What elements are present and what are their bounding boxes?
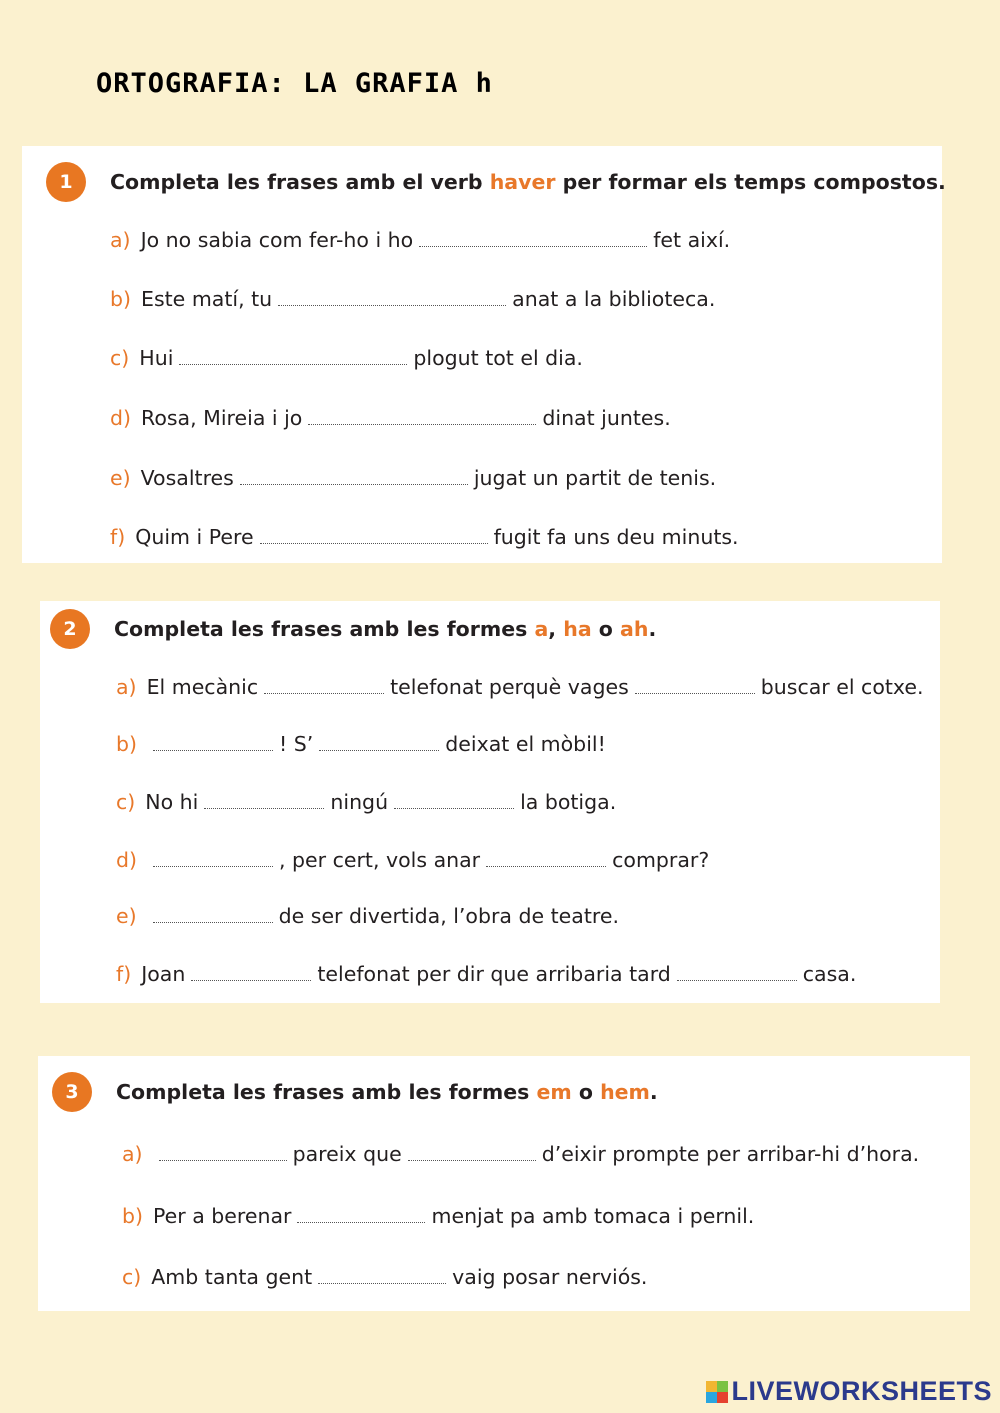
answer-blank-2f-2[interactable] [677,980,797,981]
sentence-2d: d) , per cert, vols anar comprar? [116,848,710,872]
sentence-2a: a) El mecànic telefonat perquè vages buscar el cotxe. [116,675,924,699]
answer-blank-1d[interactable] [308,424,536,425]
exercise-3-panel [38,1056,970,1311]
logo-text: LIVEWORKSHEETS [731,1376,992,1406]
answer-blank-2a-2[interactable] [635,693,755,694]
answer-blank-1f[interactable] [260,543,488,544]
exercise-2-panel [40,601,940,1003]
sentence-2e: e) de ser divertida, l’obra de teatre. [116,904,619,928]
sentence-3c: c) Amb tanta gent vaig posar nerviós. [122,1265,648,1289]
answer-blank-3c[interactable] [318,1283,446,1284]
exercise-3-header [52,1072,658,1112]
sentence-1e: e) Vosaltres jugat un partit de tenis. [110,466,717,490]
sentence-1a: a) Jo no sabia com fer-ho i ho fet així. [110,228,731,252]
exercise-2-header [50,609,656,649]
sentence-1b: b) Este matí, tu anat a la biblioteca. [110,287,716,311]
answer-blank-2d-2[interactable] [486,866,606,867]
answer-blank-1b[interactable] [278,305,506,306]
liveworksheets-logo [706,1376,992,1407]
answer-blank-2b-1[interactable] [153,750,273,751]
sentence-3a: a) pareix que d’eixir prompte per arribar-hi d’hora. [122,1142,920,1166]
answer-blank-1c[interactable] [179,364,407,365]
answer-blank-2b-2[interactable] [319,750,439,751]
answer-blank-3b[interactable] [297,1222,425,1223]
exercise-instruction: Completa les frases amb el verb haver per formar els temps compostos. [110,170,946,194]
sentence-2b: b) ! S’ deixat el mòbil! [116,732,606,756]
answer-blank-2c-2[interactable] [394,808,514,809]
answer-blank-2a-1[interactable] [264,693,384,694]
sentence-1f: f) Quim i Pere fugit fa uns deu minuts. [110,525,739,549]
answer-blank-2f-1[interactable] [191,980,311,981]
answer-blank-3a-2[interactable] [408,1160,536,1161]
page-title: ORTOGRAFIA: LA GRAFIA h [96,68,493,99]
exercise-1-panel [22,146,946,563]
sentence-1c: c) Hui plogut tot el dia. [110,346,583,370]
exercise-1-header [46,162,946,202]
answer-blank-1e[interactable] [240,484,468,485]
answer-blank-1a[interactable] [419,246,647,247]
answer-blank-2e-1[interactable] [153,922,273,923]
answer-blank-2c-1[interactable] [204,808,324,809]
exercise-number-badge: 1 [46,162,86,202]
logo-icon [706,1381,728,1403]
sentence-3b: b) Per a berenar menjat pa amb tomaca i pernil. [122,1204,755,1228]
answer-blank-3a-1[interactable] [159,1160,287,1161]
exercise-number-badge: 2 [50,609,90,649]
sentence-2f: f) Joan telefonat per dir que arribaria tard casa. [116,962,857,986]
exercise-instruction: Completa les frases amb les formes em o hem. [116,1080,658,1104]
exercise-instruction: Completa les frases amb les formes a, ha o ah. [114,617,657,641]
exercise-number-badge: 3 [52,1072,92,1112]
sentence-2c: c) No hi ningú la botiga. [116,790,617,814]
sentence-1d: d) Rosa, Mireia i jo dinat juntes. [110,406,671,430]
answer-blank-2d-1[interactable] [153,866,273,867]
